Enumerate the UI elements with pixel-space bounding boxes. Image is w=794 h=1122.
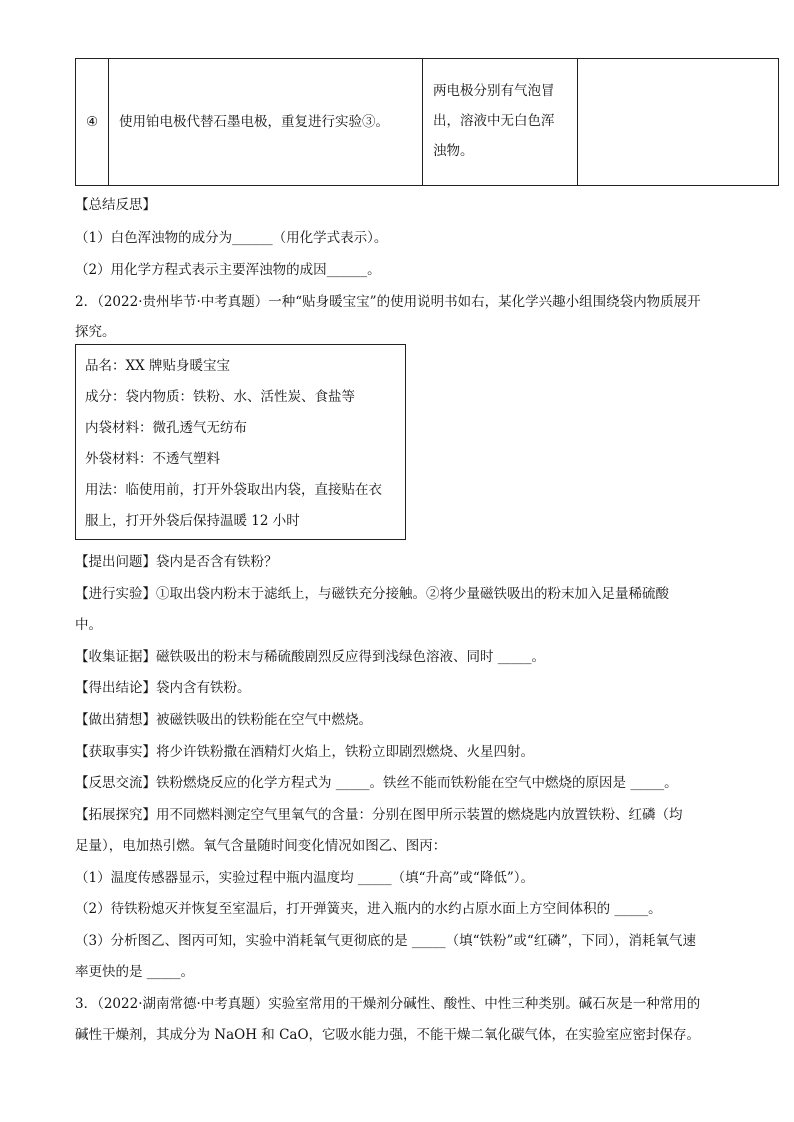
- text-line: 【反思交流】铁粉燃烧反应的化学方程式为 _____。铁丝不能而铁粉能在空气中燃烧的原因是 _____。: [75, 775, 678, 791]
- info-line: 用法：临使用前，打开外袋取出内袋，直接贴在衣: [85, 482, 382, 498]
- table-row: [76, 59, 779, 186]
- text-line: 【得出结论】袋内含有铁粉。: [75, 680, 251, 696]
- text-line: 中。: [75, 617, 102, 633]
- experiment-observation: [423, 59, 578, 186]
- text-line: （2）待铁粉熄灭并恢复至室温后，打开弹簧夹，进入瓶内的水约占原水面上方空间体积的 _____。: [75, 901, 662, 917]
- question-2-intro-cont: 探究。: [75, 324, 116, 340]
- observation-line: 出，溶液中无白色浑: [433, 113, 555, 129]
- text-line: 【收集证据】磁铁吸出的粉末与稀硫酸剧烈反应得到浅绿色溶液、同时 _____。: [75, 649, 546, 665]
- info-line: 外袋材料：不透气塑料: [85, 451, 220, 467]
- text-line: 足量），电加热引燃。氧气含量随时间变化情况如图乙、图丙：: [75, 838, 447, 854]
- info-line: 服上，打开外袋后保持温暖 12 小时: [85, 513, 300, 529]
- product-info-box: [75, 344, 406, 540]
- section-heading-summary: 【总结反思】: [75, 197, 156, 213]
- text-line: 【做出猜想】被磁铁吸出的铁粉能在空气中燃烧。: [75, 712, 372, 728]
- info-line: 成分：袋内物质：铁粉、水、活性炭、食盐等: [85, 389, 355, 405]
- observation-line: 浊物。: [433, 143, 474, 159]
- text-line: 【获取事实】将少许铁粉撒在酒精灯火焰上，铁粉立即剧烈燃烧、火星四射。: [75, 744, 534, 760]
- experiment-step: 使用铂电极代替石墨电极，重复进行实验③。: [109, 59, 423, 186]
- info-line: 内袋材料：微孔透气无纺布: [85, 420, 247, 436]
- text-line: （3）分析图乙、图丙可知，实验中消耗氧气更彻底的是 _____（填“铁粉”或“红磷”，下同），消耗氧气速: [75, 933, 696, 949]
- question-line: （2）用化学方程式表示主要浑浊物的成因______。: [75, 262, 381, 278]
- info-line: 品名：XX 牌贴身暖宝宝: [85, 358, 231, 374]
- experiment-table: [75, 58, 779, 186]
- text-line: 率更快的是 _____。: [75, 964, 195, 980]
- observation-line: 两电极分别有气泡冒: [433, 83, 555, 99]
- text-line: 【提出问题】袋内是否含有铁粉？: [75, 554, 278, 570]
- question-3-intro: 3．（2022·湖南常德·中考真题）实验室常用的干燥剂分碱性、酸性、中性三种类别。碱石灰是一种常用的: [75, 996, 701, 1012]
- question-2-intro: 2．（2022·贵州毕节·中考真题）一种“贴身暖宝宝”的使用说明书如右，某化学兴趣小组围绕袋内物质展开: [75, 294, 701, 310]
- experiment-conclusion: [578, 59, 779, 186]
- question-3-intro-cont: 碱性干燥剂，其成分为 NaOH 和 CaO，它吸水能力强，不能干燥二氧化碳气体，在实验室应密封保存。: [75, 1027, 701, 1043]
- text-line: 【拓展探究】用不同燃料测定空气里氧气的含量：分别在图甲所示装置的燃烧匙内放置铁粉、红磷（均: [75, 807, 683, 823]
- text-line: （1）温度传感器显示，实验过程中瓶内温度均 _____（填“升高”或“降低”）。: [75, 870, 534, 886]
- row-number: ④: [76, 59, 109, 186]
- question-line: （1）白色浑浊物的成分为______（用化学式表示）。: [75, 230, 388, 246]
- text-line: 【进行实验】①取出袋内粉末于滤纸上，与磁铁充分接触。②将少量磁铁吸出的粉末加入足量稀硫酸: [75, 586, 669, 602]
